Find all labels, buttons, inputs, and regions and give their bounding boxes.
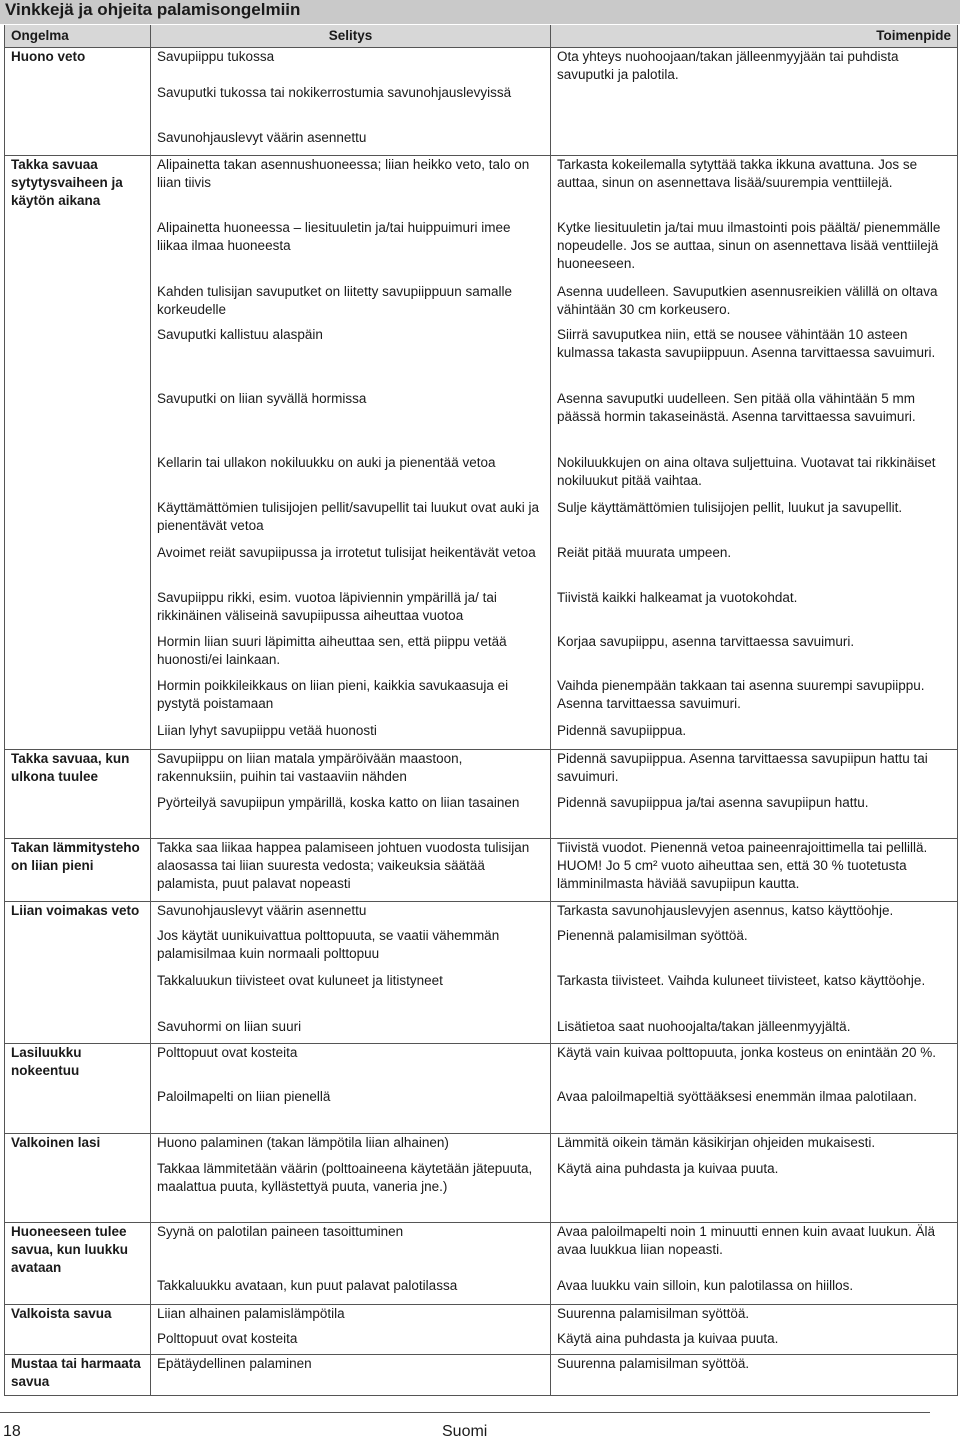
table-row <box>5 129 958 155</box>
cell-explanation-text: Liian lyhyt savupiippu vetää huonosti <box>157 723 377 738</box>
cell-problem <box>5 677 151 722</box>
cell-explanation <box>151 1018 551 1043</box>
cell-explanation <box>151 1043 551 1088</box>
cell-explanation-text: Savupiippu rikki, esim. vuotoa läpiviennin ympärillä ja/ tai rikkinäinen väliseinä savupiipussa aiheuttaa vuotoa <box>157 590 497 623</box>
cell-problem <box>5 129 151 155</box>
cell-action <box>551 326 958 390</box>
cell-explanation-text: Polttopuut ovat kosteita <box>157 1044 298 1060</box>
cell-problem <box>5 390 151 454</box>
cell-problem-text: Takka savuaa sytytysvaiheen ja käytön aikana <box>11 156 123 208</box>
cell-explanation <box>151 1160 551 1222</box>
cell-action-text: Käytä aina puhdasta ja kuivaa puuta. <box>557 1330 779 1346</box>
table-row <box>5 589 958 633</box>
cell-explanation <box>151 84 551 129</box>
table-row <box>5 972 958 1018</box>
cell-problem <box>5 1277 151 1305</box>
cell-action-text: Avaa paloilmapelti noin 1 minuutti ennen kuin avaat luukun. Älä avaa luukkua liian nopeasti. <box>557 1223 935 1257</box>
cell-action-text: Suurenna palamisilman syöttöä. <box>557 1356 750 1371</box>
cell-explanation-text: Epätäydellinen palaminen <box>157 1356 312 1371</box>
header-action: Toimenpide <box>551 25 958 48</box>
cell-explanation-text: Savuputki tukossa tai nokikerrostumia savunohjauslevyissä <box>157 85 512 100</box>
cell-action <box>551 48 958 85</box>
cell-explanation <box>151 901 551 927</box>
cell-action <box>551 1088 958 1133</box>
cell-problem <box>5 84 151 129</box>
table-row <box>5 1330 958 1355</box>
cell-action-text: Vaihda pienempään takkaan tai asenna suurempi savupiippu. Asenna tarvittaessa savuimuri. <box>557 678 925 711</box>
table-row <box>5 838 958 901</box>
cell-problem <box>5 589 151 633</box>
cell-action-text: Reiät pitää muurata umpeen. <box>557 545 732 560</box>
table-row <box>5 749 958 794</box>
cell-problem <box>5 838 151 901</box>
cell-explanation <box>151 544 551 589</box>
cell-problem <box>5 283 151 326</box>
table-row <box>5 48 958 85</box>
cell-explanation <box>151 677 551 722</box>
cell-explanation <box>151 499 551 544</box>
cell-problem <box>5 1355 151 1396</box>
cell-action-text: Suurenna palamisilman syöttöä. <box>557 1306 750 1321</box>
cell-action <box>551 283 958 326</box>
cell-explanation <box>151 326 551 390</box>
cell-action <box>551 499 958 544</box>
table-row <box>5 1088 958 1133</box>
cell-problem-text: Takka savuaa, kun ulkona tuulee <box>11 750 130 784</box>
cell-explanation <box>151 749 551 794</box>
cell-problem <box>5 1330 151 1355</box>
cell-explanation-text: Kahden tulisijan savuputket on liitetty savupiippuun samalle korkeudelle <box>157 284 512 317</box>
cell-explanation <box>151 1355 551 1396</box>
table-row <box>5 390 958 454</box>
table-row <box>5 499 958 544</box>
cell-explanation-text: Takka saa liikaa happea palamiseen johtuen vuodosta tulisijan alaosassa tai liian suuresta vedosta; vaikeuksia säätää palamista, puut palavat nopeasti <box>157 839 530 891</box>
table-row <box>5 1222 958 1277</box>
cell-action-text: Ota yhteys nuohoojaan/takan jälleenmyyjään tai puhdista savuputki ja palotila. <box>557 49 899 82</box>
cell-problem <box>5 219 151 283</box>
cell-action <box>551 677 958 722</box>
cell-explanation <box>151 972 551 1018</box>
cell-problem <box>5 326 151 390</box>
cell-action <box>551 454 958 499</box>
table-row <box>5 283 958 326</box>
cell-problem <box>5 454 151 499</box>
cell-problem <box>5 633 151 677</box>
cell-explanation <box>151 589 551 633</box>
cell-explanation <box>151 48 551 85</box>
cell-explanation-text: Savunohjauslevyt väärin asennettu <box>157 130 367 145</box>
cell-problem <box>5 544 151 589</box>
cell-problem <box>5 722 151 749</box>
cell-explanation <box>151 794 551 838</box>
cell-action-text: Lämmitä oikein tämän käsikirjan ohjeiden mukaisesti. <box>557 1134 876 1150</box>
cell-action <box>551 927 958 972</box>
cell-action-text: Tiivistä kaikki halkeamat ja vuotokohdat. <box>557 590 798 605</box>
cell-action-text: Käytä vain kuivaa polttopuuta, jonka kosteus on enintään 20 %. <box>557 1044 937 1060</box>
header-problem: Ongelma <box>5 25 151 48</box>
cell-action <box>551 838 958 901</box>
cell-action <box>551 390 958 454</box>
cell-explanation <box>151 1088 551 1133</box>
cell-action-text: Kytke liesituuletin ja/tai muu ilmastointi pois päältä/ pienemmälle nopeudelle. Jos se auttaa, sinun on asennettava lisää venttiilejä huoneeseen. <box>557 220 941 271</box>
cell-problem-text: Mustaa tai harmaata savua <box>11 1356 141 1389</box>
table-row <box>5 544 958 589</box>
cell-action <box>551 1043 958 1088</box>
table-row <box>5 1305 958 1330</box>
page-number: 18 <box>3 1423 21 1440</box>
cell-explanation-text: Alipainetta huoneessa – liesituuletin ja/tai huippuimuri imee liikaa ilmaa huoneesta <box>157 220 511 253</box>
header-explanation: Selitys <box>151 25 551 48</box>
cell-problem-text: Takan lämmitysteho on liian pieni <box>11 839 140 873</box>
troubleshooting-table <box>4 25 958 1396</box>
table-row <box>5 901 958 927</box>
cell-explanation-text: Käyttämättömien tulisijojen pellit/savupellit tai luukut ovat auki ja pienentävät vetoa <box>157 500 539 533</box>
cell-explanation-text: Savuhormi on liian suuri <box>157 1019 302 1034</box>
cell-explanation <box>151 1222 551 1277</box>
table-row <box>5 927 958 972</box>
page-title: Vinkkejä ja ohjeita palamisongelmiin <box>0 0 960 24</box>
cell-problem <box>5 1018 151 1043</box>
cell-explanation <box>151 1305 551 1330</box>
table-row <box>5 326 958 390</box>
cell-action <box>551 219 958 283</box>
cell-action-text: Asenna uudelleen. Savuputkien asennusreikien välillä on oltava vähintään 30 cm korkeusero. <box>557 284 938 317</box>
cell-explanation-text: Kellarin tai ullakon nokiluukku on auki ja pienentää vetoa <box>157 455 496 470</box>
cell-problem <box>5 972 151 1018</box>
cell-problem <box>5 1088 151 1133</box>
cell-explanation-text: Takkaluukku avataan, kun puut palavat palotilassa <box>157 1277 458 1293</box>
cell-action <box>551 589 958 633</box>
cell-explanation <box>151 1330 551 1355</box>
cell-action <box>551 722 958 749</box>
cell-action <box>551 1330 958 1355</box>
cell-explanation <box>151 633 551 677</box>
table-row <box>5 1043 958 1088</box>
cell-action-text: Käytä aina puhdasta ja kuivaa puuta. <box>557 1161 779 1176</box>
cell-problem-text: Huono veto <box>11 49 86 64</box>
table-row <box>5 1018 958 1043</box>
cell-action-text: Avaa luukku vain silloin, kun palotilassa on hiillos. <box>557 1277 854 1293</box>
cell-action-text: Pidennä savupiippua. Asenna tarvittaessa savupiipun hattu tai savuimuri. <box>557 750 928 784</box>
cell-explanation-text: Alipainetta takan asennushuoneessa; liian heikko veto, talo on liian tiivis <box>157 156 530 190</box>
cell-explanation-text: Huono palaminen (takan lämpötila liian alhainen) <box>157 1134 449 1150</box>
cell-action <box>551 749 958 794</box>
cell-action-text: Tiivistä vuodot. Pienennä vetoa paineenrajoittimella tai pellillä. HUOM! Jo 5 cm² vuoto aiheuttaa sen, että 30 % tuotetusta lämminilmasta häviää savupiipun kautta. <box>557 839 928 891</box>
cell-action <box>551 794 958 838</box>
cell-explanation <box>151 129 551 155</box>
cell-problem-text: Valkoista savua <box>11 1306 112 1321</box>
cell-action <box>551 1305 958 1330</box>
cell-explanation-text: Liian alhainen palamislämpötila <box>157 1306 345 1321</box>
cell-action-text: Sulje käyttämättömien tulisijojen pellit, luukut ja savupellit. <box>557 500 903 515</box>
cell-problem <box>5 155 151 219</box>
cell-action <box>551 633 958 677</box>
cell-problem <box>5 1305 151 1330</box>
cell-explanation <box>151 927 551 972</box>
cell-explanation <box>151 454 551 499</box>
table-row <box>5 633 958 677</box>
table-row <box>5 1160 958 1222</box>
table-row <box>5 219 958 283</box>
cell-action <box>551 155 958 219</box>
table-row <box>5 84 958 129</box>
table-row <box>5 1133 958 1160</box>
cell-problem <box>5 1043 151 1088</box>
cell-problem <box>5 499 151 544</box>
cell-action <box>551 84 958 129</box>
footer-language: Suomi <box>442 1423 488 1440</box>
table-row <box>5 722 958 749</box>
cell-problem-text: Valkoinen lasi <box>11 1134 101 1150</box>
cell-problem-text: Huoneeseen tulee savua, kun luukku avataan <box>11 1223 129 1275</box>
cell-explanation <box>151 1133 551 1160</box>
cell-explanation-text: Syynä on palotilan paineen tasoittuminen <box>157 1223 404 1239</box>
cell-action-text: Pidennä savupiippua ja/tai asenna savupiipun hattu. <box>557 795 869 810</box>
cell-action-text: Tarkasta kokeilemalla sytyttää takka ikkuna avattuna. Jos se auttaa, sinun on asennettava lisää/suurempia venttiilejä. <box>557 156 918 190</box>
cell-action <box>551 1355 958 1396</box>
cell-explanation-text: Avoimet reiät savupiipussa ja irrotetut tulisijat heikentävät vetoa <box>157 545 536 560</box>
cell-action <box>551 1018 958 1043</box>
table-row <box>5 1355 958 1396</box>
cell-explanation <box>151 722 551 749</box>
cell-action-text: Nokiluukkujen on aina oltava suljettuina. Vuotavat tai rikkinäiset nokiluukut pitää vaihtaa. <box>557 455 936 488</box>
table-row <box>5 1277 958 1305</box>
table-row <box>5 454 958 499</box>
cell-problem <box>5 1222 151 1277</box>
cell-action-text: Pienennä palamisilman syöttöä. <box>557 928 748 943</box>
cell-action <box>551 972 958 1018</box>
cell-explanation-text: Savuputki kallistuu alaspäin <box>157 327 323 342</box>
cell-action <box>551 1133 958 1160</box>
cell-action-text: Asenna savuputki uudelleen. Sen pitää olla vähintään 5 mm päässä hormin takaseinästä. Asenna tarvittaessa savuimuri. <box>557 391 916 424</box>
cell-explanation-text: Hormin poikkileikkaus on liian pieni, kaikkia savukaasuja ei pystytä poistamaan <box>157 678 509 711</box>
table-row <box>5 794 958 838</box>
cell-explanation-text: Polttopuut ovat kosteita <box>157 1330 298 1346</box>
cell-action <box>551 901 958 927</box>
cell-explanation-text: Paloilmapelti on liian pienellä <box>157 1089 331 1104</box>
cell-explanation-text: Savunohjauslevyt väärin asennettu <box>157 902 367 918</box>
cell-action-text: Tarkasta savunohjauslevyjen asennus, katso käyttöohje. <box>557 902 894 918</box>
cell-explanation-text: Takkaa lämmitetään väärin (polttoaineena käytetään jätepuuta, maalattua puuta, kyllästettyä puuta, vaneria jne.) <box>157 1161 533 1194</box>
table-body <box>5 48 958 1396</box>
cell-action-text: Pidennä savupiippua. <box>557 723 687 738</box>
cell-explanation <box>151 155 551 219</box>
cell-action <box>551 129 958 155</box>
footer-divider <box>0 1412 930 1413</box>
cell-action-text: Siirrä savuputkea niin, että se nousee vähintään 10 asteen kulmassa takasta savupiippuun. Asenna tarvittaessa savuimuri. <box>557 327 936 360</box>
cell-action <box>551 1277 958 1305</box>
cell-explanation-text: Savupiippu on liian matala ympäröivään maastoon, rakennuksiin, puihin tai vastaaviin nähden <box>157 750 463 784</box>
cell-action-text: Tarkasta tiivisteet. Vaihda kuluneet tiivisteet, katso käyttöohje. <box>557 973 926 988</box>
cell-problem <box>5 1133 151 1160</box>
cell-explanation <box>151 1277 551 1305</box>
table-row <box>5 155 958 219</box>
cell-explanation <box>151 838 551 901</box>
cell-problem <box>5 1160 151 1222</box>
cell-explanation <box>151 283 551 326</box>
cell-action <box>551 1222 958 1277</box>
cell-explanation-text: Takkaluukun tiivisteet ovat kuluneet ja litistyneet <box>157 973 443 988</box>
cell-problem-text: Liian voimakas veto <box>11 902 140 918</box>
cell-explanation-text: Hormin liian suuri läpimitta aiheuttaa sen, että piippu vetää huonosti/ei lainkaan. <box>157 634 507 667</box>
cell-explanation <box>151 390 551 454</box>
cell-action-text: Avaa paloilmapeltiä syöttääksesi enemmän ilmaa palotilaan. <box>557 1089 917 1104</box>
cell-explanation-text: Savuputki on liian syvällä hormissa <box>157 391 367 406</box>
cell-action-text: Lisätietoa saat nuohoojalta/takan jälleenmyyjältä. <box>557 1019 851 1034</box>
table-row <box>5 677 958 722</box>
cell-problem <box>5 48 151 85</box>
cell-problem <box>5 927 151 972</box>
cell-problem <box>5 901 151 927</box>
cell-explanation-text: Savupiippu tukossa <box>157 49 275 64</box>
cell-problem <box>5 749 151 794</box>
cell-problem-text: Lasiluukku nokeentuu <box>11 1044 82 1078</box>
cell-problem <box>5 794 151 838</box>
cell-action <box>551 1160 958 1222</box>
cell-action-text: Korjaa savupiippu, asenna tarvittaessa savuimuri. <box>557 634 855 649</box>
table-header-row <box>5 25 958 48</box>
cell-explanation-text: Pyörteilyä savupiipun ympärillä, koska katto on liian tasainen <box>157 795 520 810</box>
cell-explanation <box>151 219 551 283</box>
cell-action <box>551 544 958 589</box>
cell-explanation-text: Jos käytät uunikuivattua polttopuuta, se vaatii vähemmän palamisilmaa kuin normaali polttopuu <box>157 928 500 961</box>
